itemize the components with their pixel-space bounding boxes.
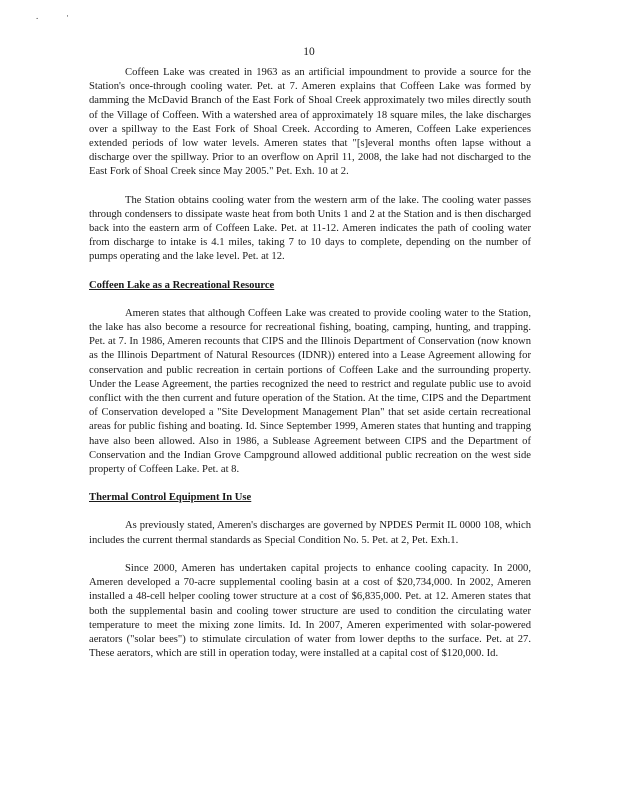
paragraph-lake-origin: Coffeen Lake was created in 1963 as an artificial impoundment to provide a source for the Station's once-through cooling water. Pet. at 7. Ameren explains that Coffeen Lake was formed by damming the McDavid Branch of the East Fork of Shoal Creek approximately two miles directly south of the Village of Coffeen. With a watershed area of approximately 18 square miles, the lake discharges over a spillway to the East Fork of Shoal Creek. According to Ameren, Coffeen Lake experiences extended periods of low water levels. Ameren states that "[s]everal months often lapse without a discharge over the spillway. Prior to an overflow on April 11, 2008, the lake had not discharged to the East Fork of Shoal Creek since May 2005." Pet. Exh. 10 at 2.	[89, 67, 531, 178]
document-body	[89, 66, 531, 675]
section-heading-thermal: Thermal Control Equipment In Use	[89, 492, 252, 504]
paragraph-recreation: Ameren states that although Coffeen Lake was created to provide cooling water to the Station, the lake has also become a resource for recreational fishing, boating, camping, hunting, and trapping. Pet. at 7. In 1986, Ameren recounts that CIPS and the Illinois Department of Conservation (now known as the Illinois Department of Natural Resources (IDNR)) entered into a Lease Agreement allowing for conservation and public recreation in certain portions of Coffeen Lake and the surrounding property. Under the Lease Agreement, the parties recognized the need to restrict and regulate public use to avoid conflict with the then current and future operation of the Station. At the time, CIPS and the Department of Conservation developed a "Site Development Management Plan" that set aside certain recreational areas for public fishing and boating. Id. Since September 1999, Ameren states that hunting and trapping have also been allowed. Also in 1986, a Sublease Agreement between CIPS and the Department of Conservation and the Indian Grove Campground allowed additional public recreation on the west side property of Coffeen Lake. Pet. at 8.	[89, 307, 531, 476]
scan-mark-left: .	[36, 11, 39, 21]
page-number: 10	[303, 46, 315, 58]
paragraph-cooling-path: The Station obtains cooling water from the western arm of the lake. The cooling water passes through condensers to dissipate waste heat from both Units 1 and 2 at the Station and is then discharged back into the eastern arm of Coffeen Lake. Pet. at 11-12. Ameren indicates the path of cooling water from discharge to intake is 4.1 miles, taking 7 to 10 days to complete, depending on the number of pumps operating and the lake level. Pet. at 12.	[89, 194, 531, 263]
section-heading-recreational: Coffeen Lake as a Recreational Resource	[89, 279, 275, 291]
paragraph-capital-projects: Since 2000, Ameren has undertaken capital projects to enhance cooling capacity. In 2000, Ameren developed a 70-acre supplemental cooling basin at a cost of $20,734,000. In 2002, Ameren installed a 48-cell helper cooling tower structure at a cost of $6,835,000. Pet. at 12. Ameren states that both the supplemental basin and cooling tower structure are used to condition the circulating water temperature to meet the mixing zone limits. Id. In 2007, Ameren experimented with solar-powered aerators ("solar bees") to stimulate circulation of water from lower depths to the surface. Pet. at 27. These aerators, which are still in operation today, were installed at a capital cost of $120,000. Id.	[89, 562, 531, 660]
scan-mark-right: ·	[66, 11, 69, 21]
paragraph-npdes-permit: As previously stated, Ameren's discharges are governed by NPDES Permit IL 0000 108, which includes the current thermal standards as Special Condition No. 5. Pet. at 2, Pet. Exh.1.	[89, 520, 531, 546]
